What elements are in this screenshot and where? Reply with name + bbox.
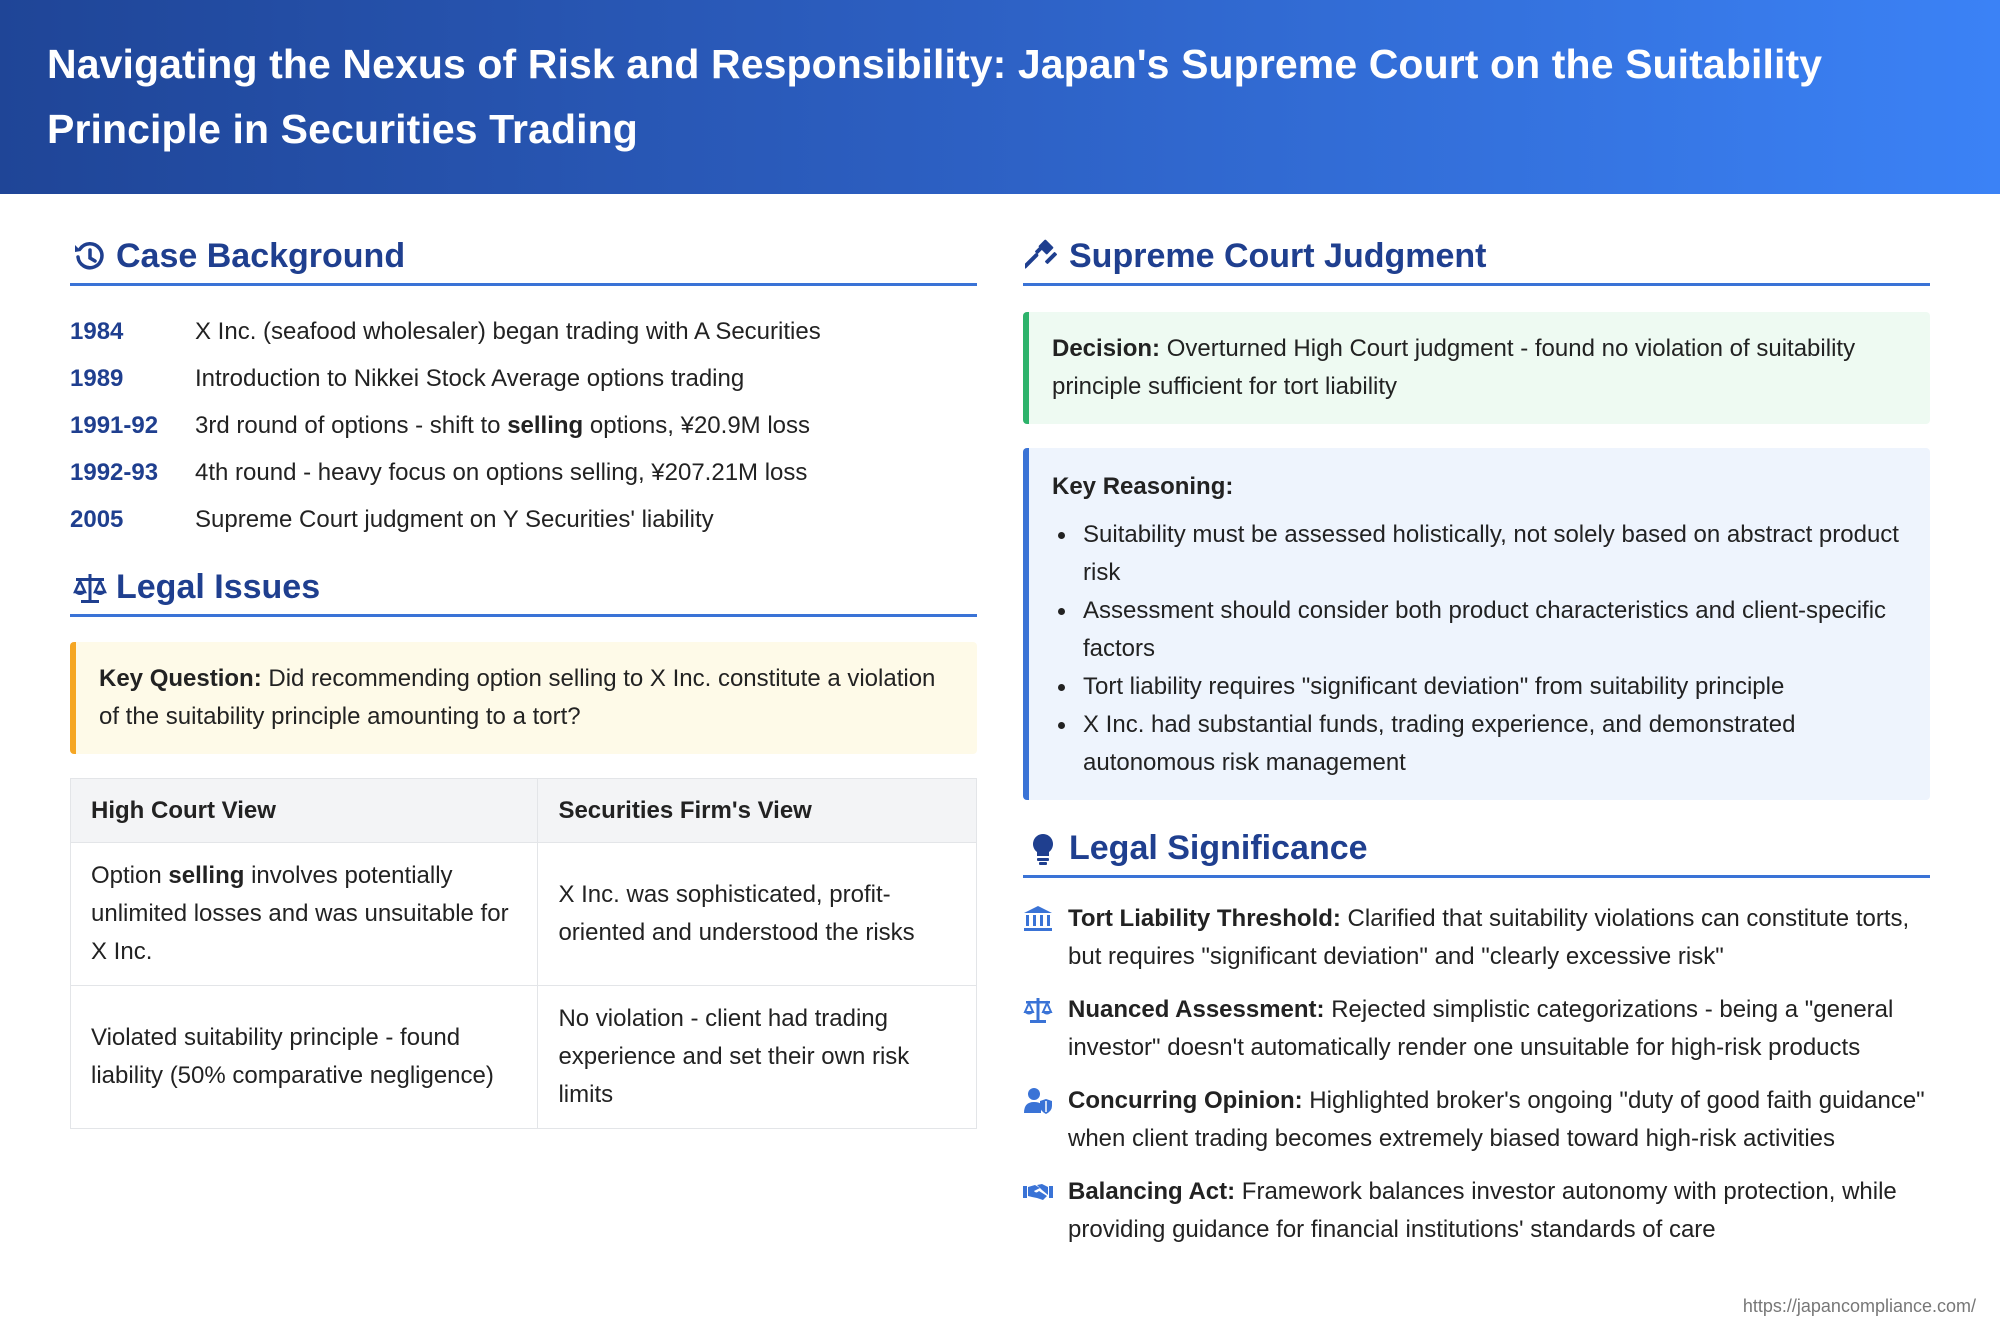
timeline-event: 4th round - heavy focus on options selling, ¥207.21M loss — [195, 458, 808, 486]
list-item: Assessment should consider both product characteristics and client-specific factors — [1052, 592, 1906, 668]
timeline-year: 1989 — [70, 364, 124, 392]
page-header — [0, 0, 2000, 194]
key-question-text: Did recommending option selling to X Inc. constitute a violation of the suitability principle amounting to a tort? — [99, 665, 936, 730]
key-reasoning-box — [1023, 448, 1930, 800]
lightbulb-icon — [1023, 829, 1063, 869]
handshake-icon — [1023, 1173, 1068, 1249]
timeline-row — [70, 449, 977, 496]
case-background-heading: Case Background — [70, 230, 977, 286]
list-item — [1023, 900, 1930, 976]
table-cell: Option selling involves potentially unlimited losses and was unsuitable for X Inc. — [71, 843, 538, 986]
table-cell: No violation - client had trading experience and set their own risk limits — [538, 986, 977, 1129]
list-item: Tort liability requires "significant deviation" from suitability principle — [1052, 668, 1906, 706]
table-row — [71, 986, 977, 1129]
bank-icon — [1023, 900, 1068, 976]
list-item: X Inc. had substantial funds, trading experience, and demonstrated autonomous risk management — [1052, 706, 1906, 782]
scale-icon — [1023, 991, 1068, 1067]
timeline-row — [70, 402, 977, 449]
list-item: Suitability must be assessed holistically, not solely based on abstract product risk — [1052, 516, 1906, 592]
list-item — [1023, 991, 1930, 1067]
timeline-row — [70, 496, 977, 543]
timeline-event: 3rd round of options - shift to selling options, ¥20.9M loss — [195, 411, 811, 439]
key-question-callout — [70, 642, 977, 754]
timeline-row — [70, 355, 977, 402]
judgment-heading: Supreme Court Judgment — [1023, 230, 1930, 286]
history-icon — [70, 237, 110, 277]
significance-list — [1023, 900, 1930, 1249]
significance-text: Concurring Opinion: Highlighted broker's ongoing "duty of good faith guidance" when client trading becomes extremely biased toward high-risk activities — [1068, 1087, 1925, 1152]
timeline-year: 1991-92 — [70, 411, 159, 439]
timeline-year: 2005 — [70, 505, 124, 533]
timeline-row — [70, 308, 977, 355]
table-cell: Violated suitability principle - found liability (50% comparative negligence) — [71, 986, 538, 1129]
significance-text: Nuanced Assessment: Rejected simplistic categorizations - being a "general investor" doesn't automatically render one unsuitable for high-risk products — [1068, 996, 1894, 1061]
timeline-event: Supreme Court judgment on Y Securities' liability — [195, 505, 714, 533]
table-header-row — [71, 779, 977, 843]
gavel-icon — [1023, 237, 1063, 277]
reasoning-list — [1052, 516, 1906, 782]
scale-icon — [70, 568, 110, 608]
key-reasoning-heading: Key Reasoning: — [1052, 473, 1234, 500]
decision-label: Decision: — [1052, 335, 1161, 362]
table-cell: X Inc. was sophisticated, profit-oriented and understood the risks — [538, 843, 977, 986]
legal-issues-heading: Legal Issues — [70, 561, 977, 617]
list-item — [1023, 1173, 1930, 1249]
left-column — [70, 230, 977, 1129]
significance-text: Tort Liability Threshold: Clarified that suitability violations can constitute torts, but requires "significant deviation" and "clearly excessive risk" — [1068, 905, 1910, 970]
user-shield-icon — [1023, 1082, 1068, 1158]
legal-significance-heading: Legal Significance — [1023, 822, 1930, 878]
timeline-event: X Inc. (seafood wholesaler) began trading with A Securities — [195, 317, 821, 345]
table-row — [71, 843, 977, 986]
timeline-year: 1992-93 — [70, 458, 159, 486]
right-column — [1023, 230, 1930, 1264]
views-comparison-table — [70, 778, 977, 1129]
timeline — [70, 308, 977, 543]
decision-text: Overturned High Court judgment - found no violation of suitability principle sufficient for tort liability — [1052, 335, 1856, 400]
table-header-cell: Securities Firm's View — [538, 779, 977, 843]
page-title: Navigating the Nexus of Risk and Responsibility: Japan's Supreme Court on the Suitability Principle in Securities Trading — [47, 41, 1823, 152]
list-item — [1023, 1082, 1930, 1158]
table-header-cell: High Court View — [71, 779, 538, 843]
significance-text: Balancing Act: Framework balances investor autonomy with protection, while providing guidance for financial institutions' standards of care — [1068, 1178, 1897, 1243]
key-question-label: Key Question: — [99, 665, 262, 692]
timeline-year: 1984 — [70, 317, 124, 345]
footer-url: https://japancompliance.com/ — [1742, 1296, 1976, 1316]
timeline-event: Introduction to Nikkei Stock Average options trading — [195, 364, 745, 392]
decision-callout — [1023, 312, 1930, 424]
